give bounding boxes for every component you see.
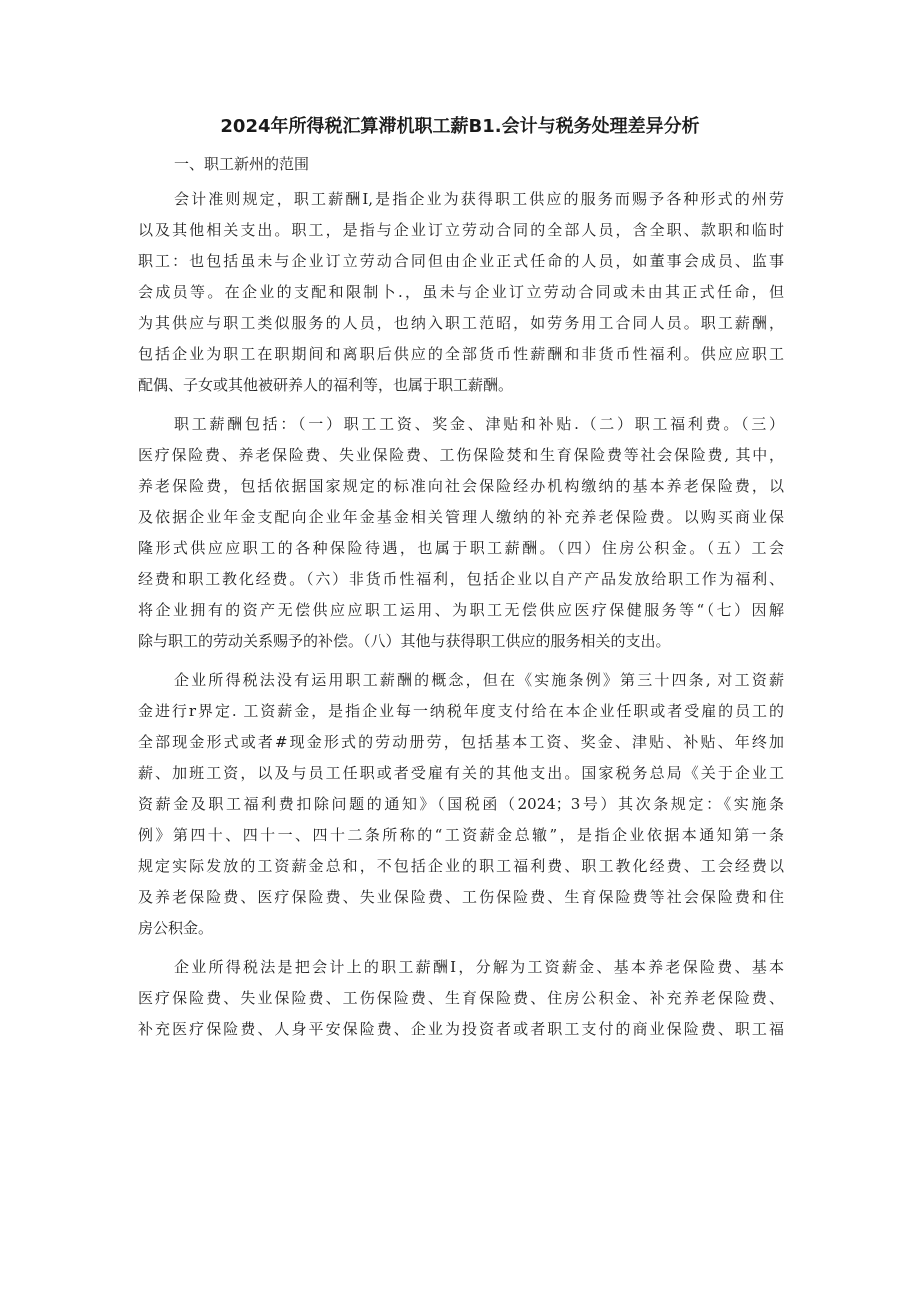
text-line: 房公积金。 [138, 919, 214, 937]
text-line: 经费和职工教化经费。（六）非货币性福利，包括企业以自产产品发放给职工作为福利、 [138, 570, 784, 588]
document-title: 2024年所得税汇算滞机职工薪B1.会计与税务处理差异分析 [220, 116, 700, 137]
document-body [138, 184, 784, 1053]
paragraph-1 [138, 184, 784, 401]
text-line: 企业所得税法没有运用职工薪酬的概念，但在《实施条例》第三十四条, 对工资薪 [174, 671, 784, 689]
paragraph-2 [138, 409, 784, 657]
text-line: 金进行r界定. 工资薪金，是指企业每一纳税年度支付给在本企业任职或者受雇的员工的 [138, 702, 784, 720]
text-line: 会成员等。在企业的支配和限制卜.，虽未与企业订立劳动合同或未由其正式任命，但 [138, 283, 784, 301]
section-heading: 一、职工新州的范围 [174, 155, 310, 173]
text-line: 补充医疗保险费、人身平安保险费、企业为投资者或者职工支付的商业保险费、职工福 [138, 1020, 784, 1038]
text-line: 医疗保险费、养老保险费、失业保险费、工伤保险焚和生育保险费等社会保险费, 其中， [138, 446, 784, 464]
text-line: 及依据企业年金支配向企业年金基金相关管理人缴纳的补充养老保险费。以购买商业保 [138, 508, 784, 526]
text-line: 将企业拥有的资产无偿供应应职工运用、为职工无偿供应医疗保健服务等“（七）因解 [138, 601, 784, 619]
text-line: 会计准则规定，职工薪酬I,是指企业为获得职工供应的服务而赐予各种形式的州劳 [174, 190, 784, 208]
text-line: 为其供应与职工类似服务的人员，也纳入职工范昭，如劳务用工合同人员。职工薪酬， [138, 314, 784, 332]
text-line: 职工薪酬包括：（一）职工工资、奖金、津贴和补贴.（二）职工福利费。（三） [174, 415, 784, 433]
text-line: 企业所得税法是把会计上的职工薪酬I，分解为工资薪金、基本养老保险费、基本 [174, 958, 784, 976]
text-line: 全部现金形式或者#现金形式的劳动册劳，包括基本工资、奖金、津贴、补贴、年终加 [138, 733, 784, 751]
text-line: 薪、加班工资，以及与员工任职或者受雇有关的其他支出。国家税务总局《关于企业工 [138, 764, 784, 782]
text-line: 规定实际发放的工资薪金总和，不包括企业的职工福利费、职工教化经费、工会经费以 [138, 857, 784, 875]
text-line: 资薪金及职工福利费扣除问题的通知》（国税函（2024；3号）其次条规定：《实施条 [138, 795, 784, 813]
text-line: 包括企业为职工在职期间和离职后供应的全部货币性薪酬和非货币性福利。供应应职工 [138, 345, 784, 363]
text-line: 除与职工的劳动关系赐予的补偿。（八）其他与获得职工供应的服务相关的支出。 [138, 632, 671, 650]
text-line: 隆形式供应应职工的各种保险待遇，也属于职工薪酬。（四）住房公积金。（五）工会 [138, 539, 784, 557]
text-line: 养老保险费，包括依据国家规定的标准向社会保险经办机构缴纳的基本养老保险费，以 [138, 477, 784, 495]
text-line: 例》第四十、四十一、四十二条所称的“工资薪金总辙”，是指企业依据本通知第一条 [138, 826, 784, 844]
text-line: 以及其他相关支出。职工，是指与企业订立劳动合同的全部人员，含全职、款职和临时 [138, 221, 784, 239]
paragraph-4 [138, 952, 784, 1045]
text-line: 职工：也包括虽未与企业订立劳动合同但由企业正式任命的人员，如董事会成员、监事 [138, 252, 784, 270]
text-line: 医疗保险费、失业保险费、工伤保险费、生育保险费、住房公积金、补充养老保险费、 [138, 989, 784, 1007]
paragraph-3 [138, 665, 784, 944]
text-line: 配偶、子女或其他被研养人的福利等，也属于职工薪酬。 [138, 376, 514, 394]
text-line: 及养老保险费、医疗保险费、失业保险费、工伤保险费、生育保险费等社会保险费和住 [138, 888, 784, 906]
